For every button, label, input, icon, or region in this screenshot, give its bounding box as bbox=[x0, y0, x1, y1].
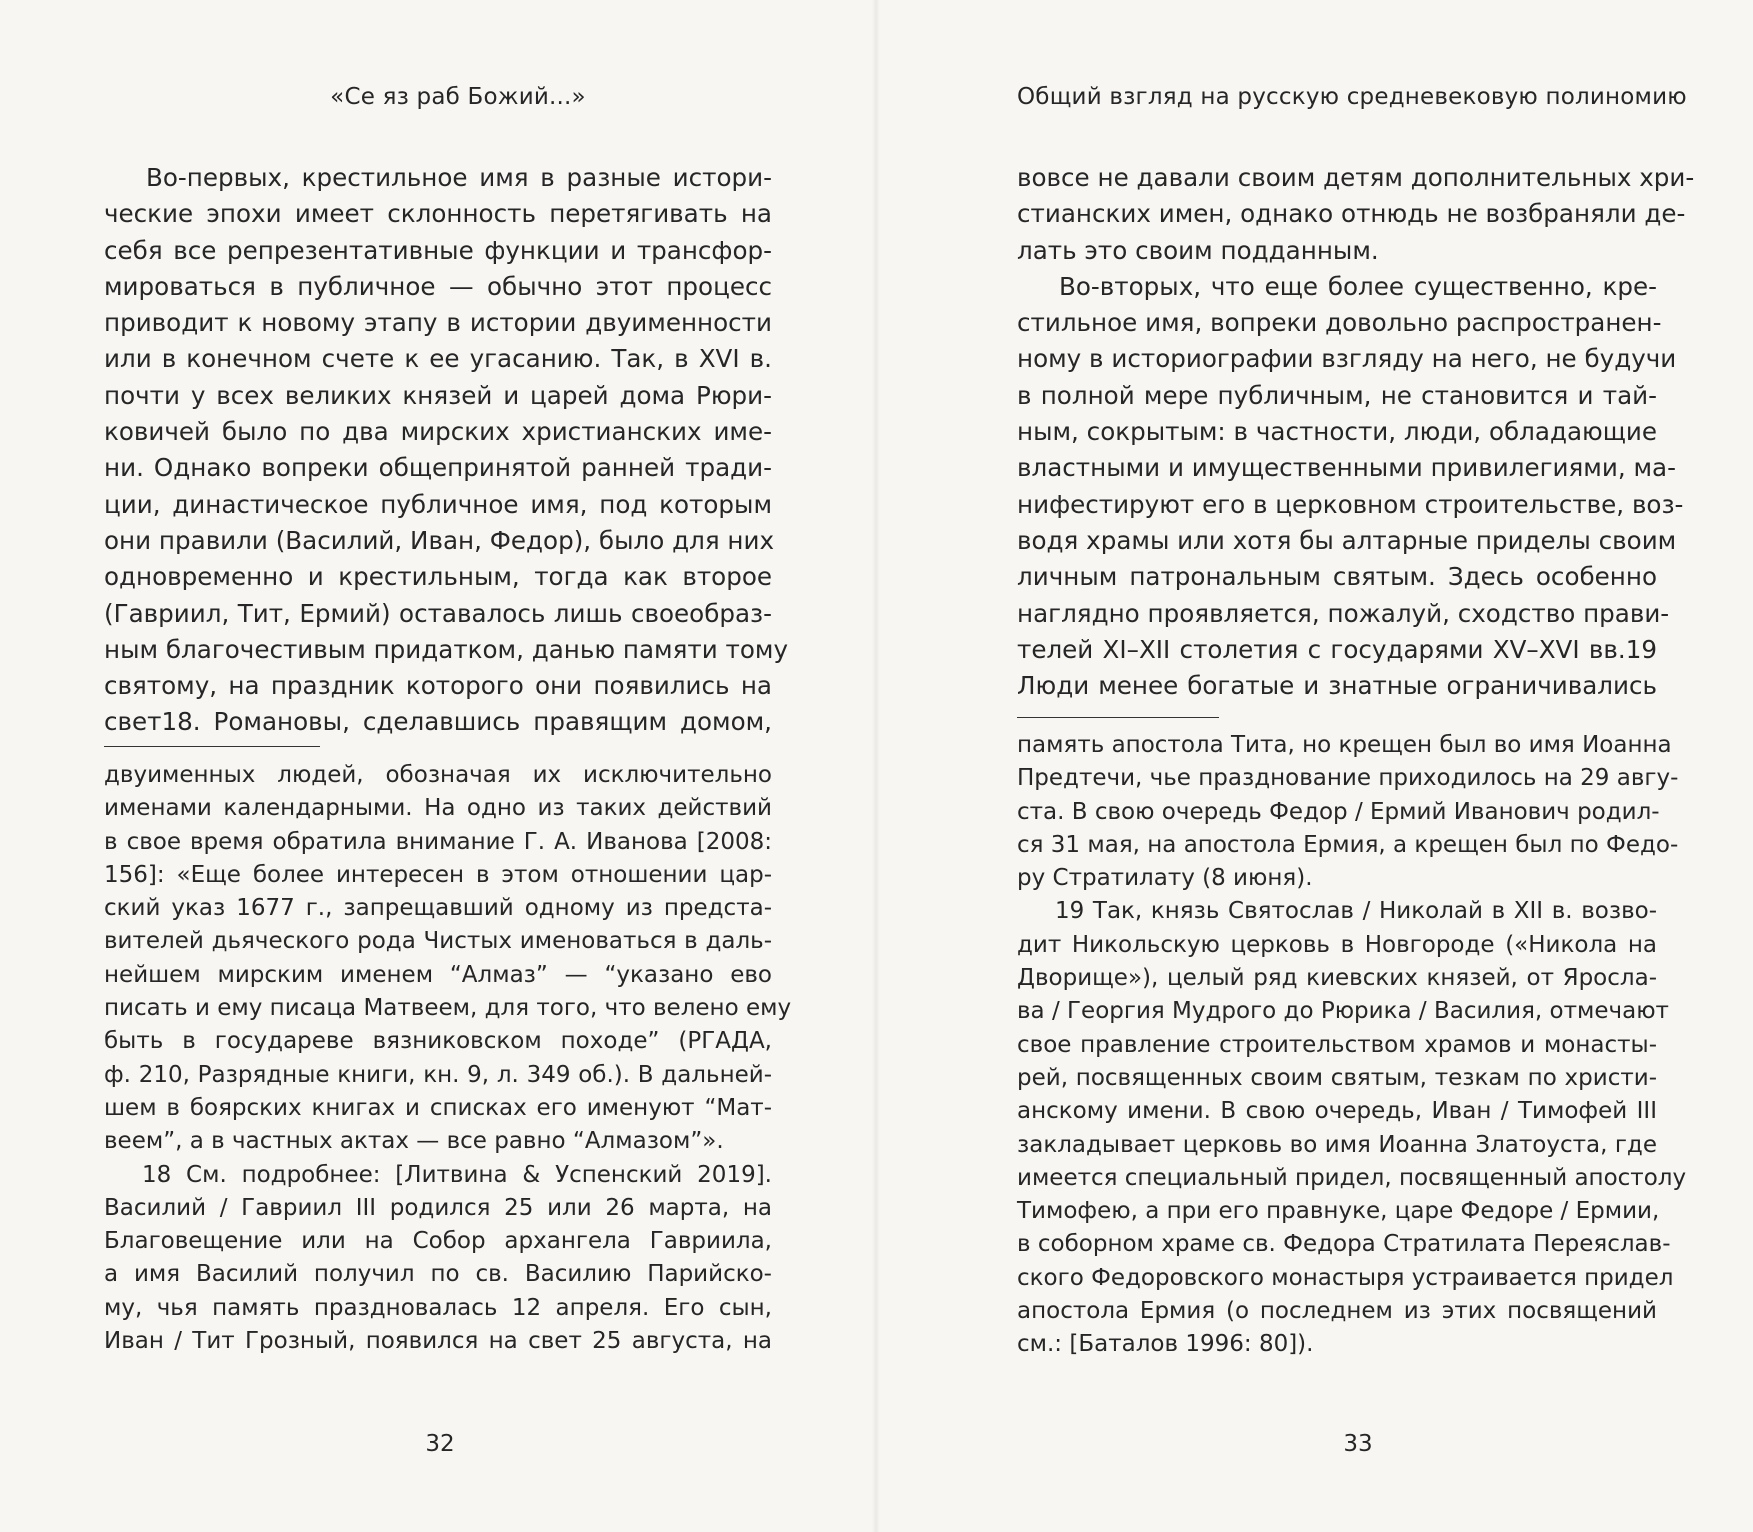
footnote-rule bbox=[1017, 717, 1219, 718]
footnote-line: вителей дьяческого рода Чистых именоваться в даль- bbox=[104, 928, 772, 955]
text-line: стианских имен, однако отнюдь не возбраняли де- bbox=[1017, 199, 1686, 229]
footnote-line: анскому имени. В свою очередь, Иван / Тимофей III bbox=[1017, 1098, 1657, 1125]
text-line: ному в историографии взгляду на него, не будучи bbox=[1017, 344, 1677, 374]
text-line: Люди менее богатые и знатные ограничивались bbox=[1017, 671, 1657, 701]
footnote-line: ва / Георгия Мудрого до Рюрика / Василия, отмечают bbox=[1017, 998, 1669, 1025]
footnote-line: ского Федоровского монастыря устраивается придел bbox=[1017, 1264, 1674, 1291]
footnote-line: ский указ 1677 г., запрещавший одному из предста- bbox=[104, 895, 772, 922]
text-line: ным, сокрытым: в частности, люди, обладающие bbox=[1017, 417, 1658, 447]
text-line: стильное имя, вопреки довольно распространен- bbox=[1017, 308, 1662, 338]
text-line: ни. Однако вопреки общепринятой ранней тради- bbox=[104, 453, 772, 483]
footnote-line: нейшем мирским именем “Алмаз” — “указано ево bbox=[104, 961, 772, 988]
footnote-line: ру Стратилату (8 июня). bbox=[1017, 865, 1313, 892]
text-line: или в конечном счете к ее угасанию. Так, в XVI в. bbox=[104, 344, 772, 374]
text-line: ческие эпохи имеет склонность перетягивать на bbox=[104, 199, 772, 229]
footnote-line: см.: [Баталов 1996: 80]). bbox=[1017, 1331, 1314, 1358]
footnote-line: в свое время обратила внимание Г. А. Иванова [2008: bbox=[104, 828, 772, 855]
footnote-line: имеется специальный придел, посвященный апостолу bbox=[1017, 1164, 1687, 1191]
running-head: Общий взгляд на русскую средневековую полиномию bbox=[1017, 84, 1687, 110]
footnote-line: му, чья память праздновалась 12 апреля. Его сын, bbox=[104, 1294, 772, 1321]
text-line: святому, на праздник которого они появились на bbox=[104, 671, 772, 701]
main-text bbox=[1017, 160, 1695, 704]
footnote-line: веем”, а в частных актах — все равно “Алмазом”». bbox=[104, 1128, 724, 1155]
text-line: приводит к новому этапу в истории двуименности bbox=[104, 308, 772, 338]
text-line: водя храмы или хотя бы алтарные приделы своим bbox=[1017, 525, 1677, 555]
text-line: одновременно и крестильным, тогда как второе bbox=[104, 562, 772, 592]
text-line: телей XI–XII столетия с государями XV–XVI вв.19 bbox=[1017, 634, 1657, 664]
text-line: себя все репрезентативные функции и трансфор- bbox=[104, 235, 772, 265]
text-line: нифестируют его в церковном строительстве, воз- bbox=[1017, 489, 1684, 519]
footnote-line: рей, посвященных своим святым, тезкам по христи- bbox=[1017, 1064, 1657, 1091]
footnote-line: свое правление строительством храмов и монасты- bbox=[1017, 1031, 1657, 1058]
footnote-line: Дворище»), целый ряд киевских князей, от Яросла- bbox=[1017, 965, 1657, 992]
main-text bbox=[104, 160, 789, 741]
text-line: почти у всех великих князей и царей дома Рюри- bbox=[104, 380, 772, 410]
footnote-line: 18 См. подробнее: [Литвина & Успенский 2019]. bbox=[142, 1161, 772, 1188]
footnote-line: Предтечи, чье празднование приходилось на 29 авгу- bbox=[1017, 765, 1679, 792]
footnote-line: Василий / Гавриил III родился 25 или 26 марта, на bbox=[104, 1194, 772, 1221]
text-line: свет18. Романовы, сделавшись правящим домом, bbox=[104, 707, 772, 737]
text-line: лать это своим подданным. bbox=[1017, 235, 1379, 265]
page-number: 32 bbox=[425, 1431, 455, 1457]
text-line: Во-вторых, что еще более существенно, кре- bbox=[1059, 271, 1657, 301]
text-line: наглядно проявляется, пожалуй, сходство прави- bbox=[1017, 598, 1670, 628]
footnote-line: апостола Ермия (о последнем из этих посвящений bbox=[1017, 1298, 1657, 1325]
text-line: вовсе не давали своим детям дополнительных хри- bbox=[1017, 163, 1695, 192]
footnote-line: именами календарными. На одно из таких действий bbox=[104, 795, 772, 822]
text-line: ным благочестивым придатком, данью памяти тому bbox=[104, 634, 789, 664]
footnote-line: а имя Василий получил по св. Василию Парийско- bbox=[104, 1261, 772, 1288]
footnote-line: Благовещение или на Собор архангела Гавриила, bbox=[104, 1228, 772, 1255]
footnote-line: 156]: «Еще более интересен в этом отношении цар- bbox=[104, 861, 772, 888]
footnotes bbox=[1017, 729, 1687, 1362]
footnote-line: шем в боярских книгах и списках его именуют “Мат- bbox=[104, 1094, 772, 1121]
footnote-line: дит Никольскую церковь в Новгороде («Никола на bbox=[1017, 931, 1657, 958]
footnote-line: Тимофею, а при его правнуке, царе Федоре / Ермии, bbox=[1017, 1198, 1660, 1225]
left-page bbox=[0, 0, 876, 1532]
page-number: 33 bbox=[1343, 1431, 1373, 1457]
footnote-line: память апостола Тита, но крещен был во имя Иоанна bbox=[1017, 732, 1672, 758]
running-head: «Се яз раб Божий...» bbox=[330, 84, 586, 110]
right-page bbox=[876, 0, 1753, 1532]
footnote-line: ста. В свою очередь Федор / Ермий Иванович родил- bbox=[1017, 798, 1660, 825]
footnote-line: писать и ему писаца Матвеем, для того, что велено ему bbox=[104, 995, 792, 1022]
text-line: ковичей было по два мирских христианских име- bbox=[104, 417, 772, 447]
text-line: (Гавриил, Тит, Ермий) оставалось лишь своеобраз- bbox=[104, 598, 772, 628]
footnotes bbox=[104, 759, 792, 1358]
text-line: в полной мере публичным, не становится и тай- bbox=[1017, 380, 1657, 410]
footnote-line: быть в государеве вязниковском походе” (РГАДА, bbox=[104, 1028, 772, 1055]
footnote-rule bbox=[104, 746, 320, 747]
text-line: личным патрональным святым. Здесь особенно bbox=[1017, 562, 1657, 592]
footnote-line: ся 31 мая, на апостола Ермия, а крещен был по Федо- bbox=[1017, 831, 1679, 858]
footnote-line: в соборном храме св. Федора Стратилата Переяслав- bbox=[1017, 1231, 1671, 1258]
text-line: ции, династическое публичное имя, под которым bbox=[104, 489, 772, 519]
text-line: мироваться в публичное — обычно этот процесс bbox=[104, 271, 772, 301]
footnote-line: Иван / Тит Грозный, появился на свет 25 августа, на bbox=[104, 1328, 772, 1355]
footnote-line: закладывает церковь во имя Иоанна Златоуста, где bbox=[1017, 1131, 1657, 1158]
text-line: властными и имущественными привилегиями, ма- bbox=[1017, 453, 1676, 483]
footnote-line: двуименных людей, обозначая их исключительно bbox=[104, 762, 772, 788]
text-line: они правили (Василий, Иван, Федор), было для них bbox=[104, 525, 775, 555]
footnote-line: 19 Так, князь Святослав / Николай в XII в. возво- bbox=[1055, 898, 1657, 925]
footnote-line: ф. 210, Разрядные книги, кн. 9, л. 349 об.). В дальней- bbox=[104, 1061, 772, 1088]
text-line: Во-первых, крестильное имя в разные истори- bbox=[146, 163, 772, 192]
